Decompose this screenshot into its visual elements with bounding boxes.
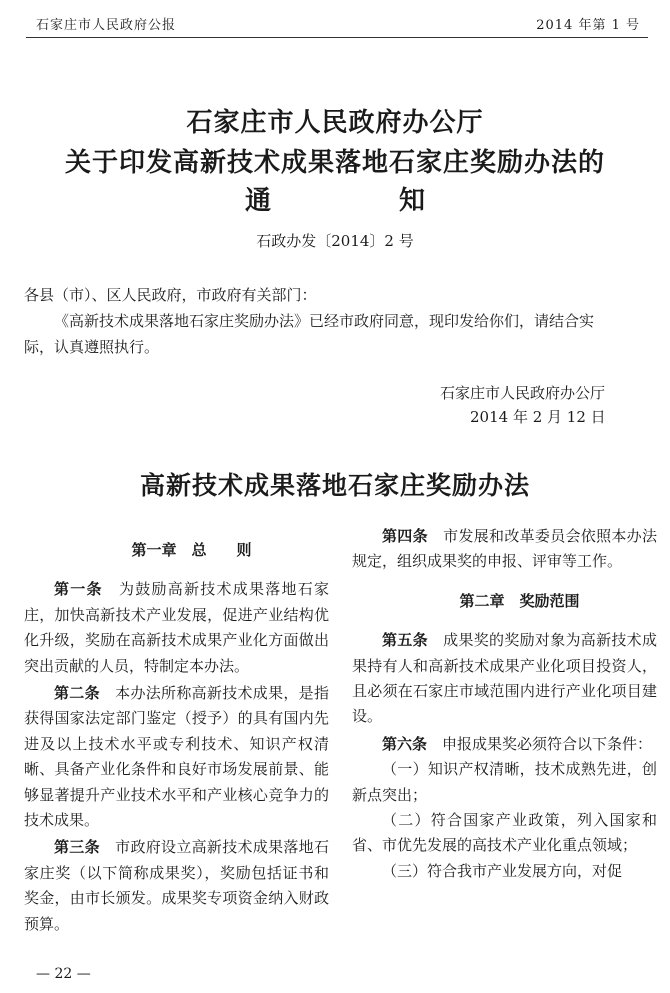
article-2-label: 第二条 <box>54 684 100 703</box>
article-1 <box>24 577 329 679</box>
article-5 <box>352 628 657 730</box>
law-title: 高新技术成果落地石家庄奖励办法 <box>139 471 530 500</box>
article-6-item-1: （一）知识产权清晰，技术成熟先进，创新点突出； <box>352 760 657 804</box>
signature-date: 2014 年 2 月 12 日 <box>470 408 606 426</box>
article-4 <box>352 524 657 575</box>
article-6-item-3: （三）符合我市产业发展方向，对促 <box>382 861 623 880</box>
chapter-1-heading: 第一章 总 则 <box>131 541 252 559</box>
article-5-text: 成果奖的奖励对象为高新技术成果持有人和高新技术成果产业化项目投资人，且必须在石家庄市域范围内进行产业化项目建设。 <box>352 631 657 726</box>
article-6 <box>352 732 657 757</box>
notice-title-char-2: 知 <box>399 186 426 216</box>
article-5-label: 第五条 <box>382 631 428 650</box>
notice-title-line-3 <box>0 180 670 217</box>
notice-title-char-1: 通 <box>244 186 271 216</box>
article-6-text: 申报成果奖必须符合以下条件： <box>442 734 653 753</box>
right-column <box>352 524 657 884</box>
article-2 <box>24 681 329 833</box>
article-6-label: 第六条 <box>382 734 428 753</box>
article-6-item-2: （二）符合国家产业政策，列入国家和省、市优先发展的高技术产业化重点领域； <box>352 811 657 855</box>
recipients: 各县（市）、区人民政府，市政府有关部门： <box>24 286 317 304</box>
header-publication: 石家庄市人民政府公报 <box>36 18 177 33</box>
article-2-text: 本办法所称高新技术成果，是指获得国家法定部门鉴定（授予）的具有国内先进及以上技术水平或专利技术、知识产权清晰、具备产业化条件和良好市场发展前景、能够显著提升产业技术水平和产业核心竞争力的技术成果。 <box>24 684 329 830</box>
left-column <box>24 524 329 937</box>
signature: 石家庄市人民政府办公厅 <box>440 384 606 402</box>
article-4-text: 市发展和改革委员会依照本办法规定，组织成果奖的申报、评审等工作。 <box>352 527 657 571</box>
notice-body-line-1: 《高新技术成果落地石家庄奖励办法》已经市政府同意，现印发给你们，请结合实 <box>54 312 595 330</box>
article-3-text: 市政府设立高新技术成果落地石家庄奖（以下简称成果奖），奖励包括证书和奖金，由市长颁发。成果奖专项资金纳入财政预算。 <box>24 838 329 933</box>
article-1-label: 第一条 <box>54 580 103 599</box>
header-issue: 2014 年第 1 号 <box>536 18 640 33</box>
notice-body-line-2: 际，认真遵照执行。 <box>24 338 160 356</box>
page-number: — 22 — <box>36 966 91 982</box>
article-4-label: 第四条 <box>382 527 428 545</box>
notice-title-line-2: 关于印发高新技术成果落地石家庄奖励办法的 <box>64 148 605 178</box>
article-3 <box>24 835 329 937</box>
notice-title-line-1: 石家庄市人民政府办公厅 <box>186 108 484 138</box>
article-3-label: 第三条 <box>54 838 100 857</box>
chapter-2-heading: 第二章 奖励范围 <box>459 591 580 610</box>
doc-number: 石政办发〔2014〕2 号 <box>256 232 414 250</box>
article-1-text: 为鼓励高新技术成果落地石家庄，加快高新技术产业发展，促进产业结构优化升级，奖励在高新技术成果产业化方面做出突出贡献的人员，特制定本办法。 <box>24 580 329 675</box>
header-rule <box>26 37 648 38</box>
